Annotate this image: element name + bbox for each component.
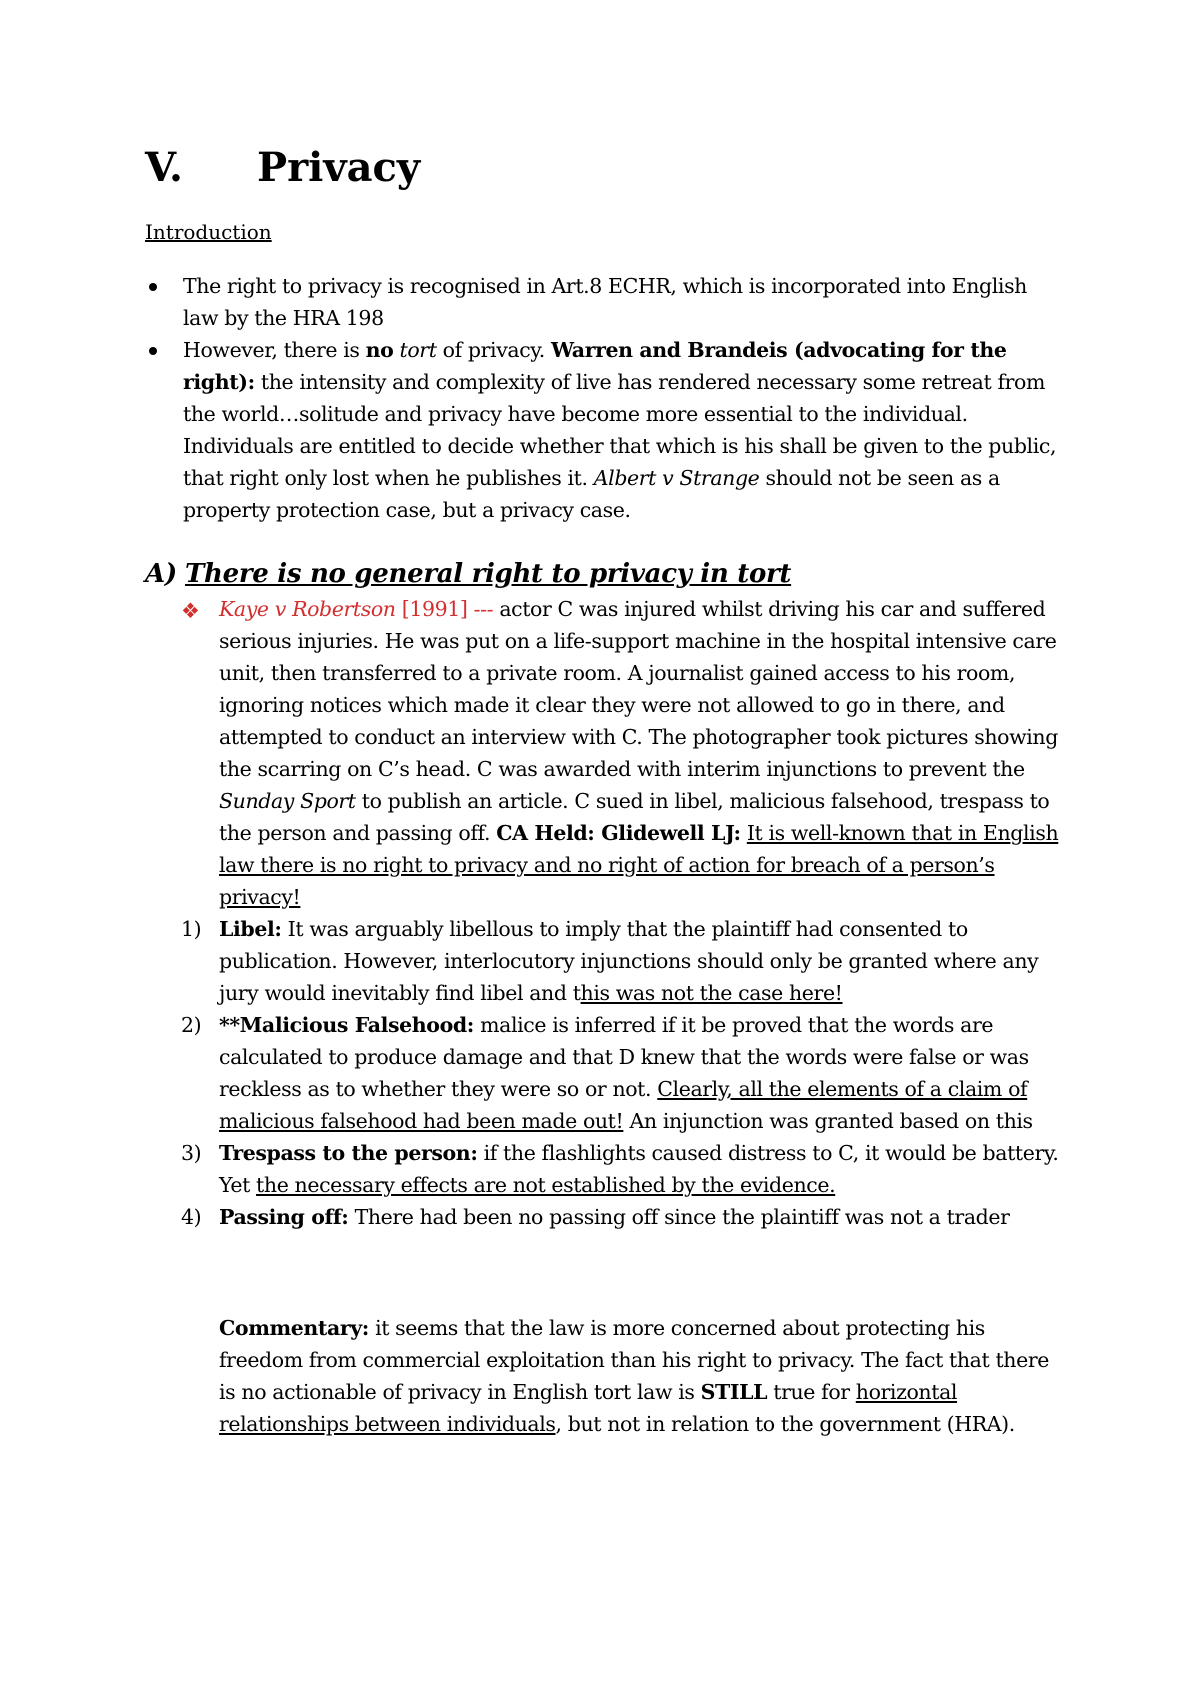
item-text: if the flashlights caused distress to C, it would be battery. Yet xyxy=(219,1141,1059,1197)
case-text: actor C was injured whilst driving his car and suffered serious injuries. He was put on a life-support machine in the hospital intensive care unit, then transferred to a private room. A journalist gained access to his room, ignoring notices which made it clear they were not allowed to go in there, and attempted to conduct an interview with C. The photographer took pictures showing the scarring on C’s head. C was awarded with interim injunctions to prevent the xyxy=(219,597,1058,781)
item-text: malice is inferred if it be proved that the words are calculated to produce damage and that D knew that the words were false or was reckless as to whether they were so or not. xyxy=(219,1013,1029,1101)
case-body xyxy=(219,593,1071,913)
diamond-bullet-icon: ❖ xyxy=(181,599,200,623)
bullet-icon xyxy=(149,283,157,291)
item-number: 2) xyxy=(181,1013,202,1037)
item-label: Passing off: xyxy=(219,1205,349,1229)
subsection-title: There is no general right to privacy in tort xyxy=(185,559,792,589)
item-label: Trespass to the person: xyxy=(219,1141,478,1165)
bullet-text: The right to privacy is recognised in Art.8 ECHR, which is incorporated into English law by the HRA 198 xyxy=(183,274,1027,330)
item-underlined-text: Clearly, all the elements of a claim of malicious falsehood had been made out! xyxy=(219,1077,1028,1133)
commentary-underlined-text: horizontal relationships between individuals xyxy=(219,1380,958,1436)
commentary-text: , but not in relation to the government (HRA). xyxy=(555,1412,1015,1436)
emphasis-tort: tort xyxy=(399,338,437,362)
bullet-text: the intensity and complexity of live has rendered necessary some retreat from the world…solitude and privacy have become more essential to the individual. Individuals are entitled to decide whether that which is his shall be given to the public, that right only lost when he publishes it. xyxy=(183,370,1057,490)
case-dash: --- xyxy=(473,597,494,621)
item-number: 3) xyxy=(181,1141,202,1165)
section-title: Privacy xyxy=(257,144,421,191)
subsection-heading xyxy=(145,556,791,592)
item-label: **Malicious Falsehood: xyxy=(219,1013,474,1037)
introduction-heading: Introduction xyxy=(145,220,272,244)
item-number: 1) xyxy=(181,917,202,941)
introduction-bullets xyxy=(145,270,1065,526)
case-holding-label: CA Held: Glidewell LJ: xyxy=(496,821,741,845)
item-text: There had been no passing off since the plaintiff was not a trader xyxy=(348,1205,1010,1229)
list-item xyxy=(145,270,1065,334)
list-item xyxy=(181,913,1071,1009)
item-text: It was arguably libellous to imply that the plaintiff had consented to publication. However, interlocutory injunctions should only be granted where any jury would inevitably find libel and t xyxy=(219,917,1039,1005)
emphasis-no: no xyxy=(365,338,394,362)
case-albert-v-strange: Albert v Strange xyxy=(593,466,760,490)
newspaper-name: Sunday Sport xyxy=(219,789,356,813)
bullet-text: should not be seen as a property protection case, but a privacy case. xyxy=(183,466,1000,522)
case-holding-quote: It is well-known that in English law there is no right to privacy and no right of action for breach of a person’s privacy! xyxy=(219,821,1059,909)
item-underlined-text: his was not the case here! xyxy=(580,981,843,1005)
commentary-text: it seems that the law is more concerned about protecting his freedom from commercial exploitation than his right to privacy. The fact that there is no actionable of privacy in English tort law is xyxy=(219,1316,1049,1404)
list-item xyxy=(145,334,1065,526)
commentary-label: Commentary: xyxy=(219,1316,369,1340)
list-item xyxy=(181,1137,1071,1201)
authority-warren-brandeis: Warren and Brandeis (advocating for the right): xyxy=(183,338,1007,394)
case-name: Kaye v Robertson xyxy=(219,597,396,621)
emphasis-still: STILL xyxy=(700,1380,768,1404)
bullet-icon xyxy=(149,347,157,355)
case-kaye-v-robertson xyxy=(181,593,1071,913)
bullet-text: of privacy. xyxy=(436,338,551,362)
subsection-label: A) xyxy=(145,559,177,589)
section-number: V. xyxy=(145,144,183,191)
item-number: 4) xyxy=(181,1205,202,1229)
list-item xyxy=(181,1009,1071,1137)
section-heading xyxy=(145,140,420,196)
list-item xyxy=(181,1201,1071,1233)
item-text: An injunction was granted based on this xyxy=(623,1109,1033,1133)
claims-list xyxy=(181,913,1071,1233)
case-text: to publish an article. C sued in libel, malicious falsehood, trespass to the person and passing off. xyxy=(219,789,1050,845)
commentary-text: true for xyxy=(767,1380,856,1404)
bullet-text: However, there is xyxy=(183,338,366,362)
item-label: Libel: xyxy=(219,917,282,941)
case-year: [1991] xyxy=(395,597,474,621)
item-underlined-text: the necessary effects are not established by the evidence. xyxy=(256,1173,836,1197)
commentary-paragraph xyxy=(219,1312,1069,1440)
